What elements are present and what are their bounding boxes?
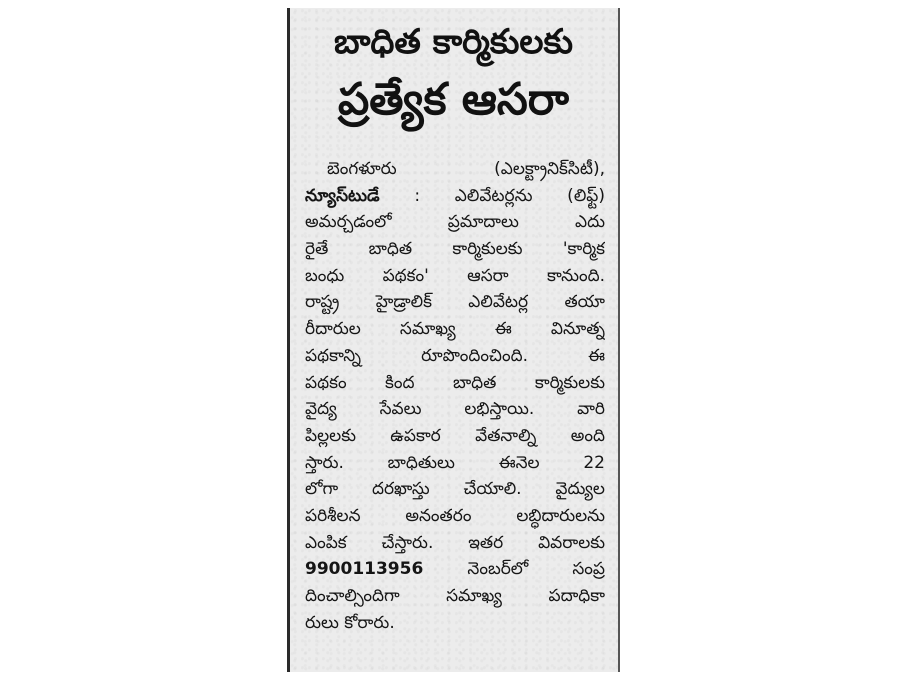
body-line-text: నెంబర్‌లో సంప్ర	[467, 559, 605, 580]
column-rule-left	[287, 8, 290, 672]
body-line: స్తారు. బాధితులు ఈనెల 22	[305, 452, 605, 473]
body-line: ఎంపిక చేస్తారు. ఇతర వివరాలకు	[305, 532, 605, 553]
headline-line-2: ప్రత్యేక ఆసరా	[338, 74, 569, 125]
body-line-text: : ఎలివేటర్లను (లిఫ్ట్)	[414, 185, 605, 206]
dateline-text: బెంగళూరు (ఎలక్ట్రానిక్‌సిటీ),	[327, 159, 605, 179]
article-body	[305, 156, 605, 636]
phone-number: 9900113956	[305, 559, 424, 580]
agency-name: న్యూస్‌టుడే	[305, 185, 380, 206]
body-line: లోగా దరఖాస్తు చేయాలి. వైద్యుల	[305, 479, 605, 500]
body-line: పథకాన్ని రూపొందించింది. ఈ	[305, 345, 605, 366]
body-line: రైతే బాధిత కార్మికులకు 'కార్మిక	[305, 239, 605, 260]
body-line: పిల్లలకు ఉపకార వేతనాల్ని అంది	[305, 425, 605, 446]
body-line	[305, 556, 605, 583]
body-line: రీదారుల సమాఖ్య ఈ వినూత్న	[305, 319, 605, 340]
headline-line-1: బాధిత కార్మికులకు	[333, 22, 574, 62]
body-line: అమర్చడంలో ప్రమాదాలు ఎదు	[305, 212, 605, 233]
body-line: పథకం కింద బాధిత కార్మికులకు	[305, 372, 605, 393]
newspaper-clipping	[287, 8, 620, 672]
column-rule-right	[618, 8, 620, 672]
dateline	[305, 156, 605, 183]
body-line: రులు కోరారు.	[305, 612, 395, 633]
body-line: బంధు పథకం' ఆసరా కానుంది.	[305, 265, 605, 286]
body-line	[305, 183, 605, 210]
body-line: రాష్ట్ర హైడ్రాలిక్ ఎలివేటర్ల తయా	[305, 292, 605, 313]
body-line: వైద్య సేవలు లభిస్తాయి. వారి	[305, 399, 605, 420]
body-line: దించాల్సిందిగా సమాఖ్య పదాధికా	[305, 586, 605, 606]
body-line: పరిశీలన అనంతరం లబ్ధిదారులను	[305, 505, 605, 526]
